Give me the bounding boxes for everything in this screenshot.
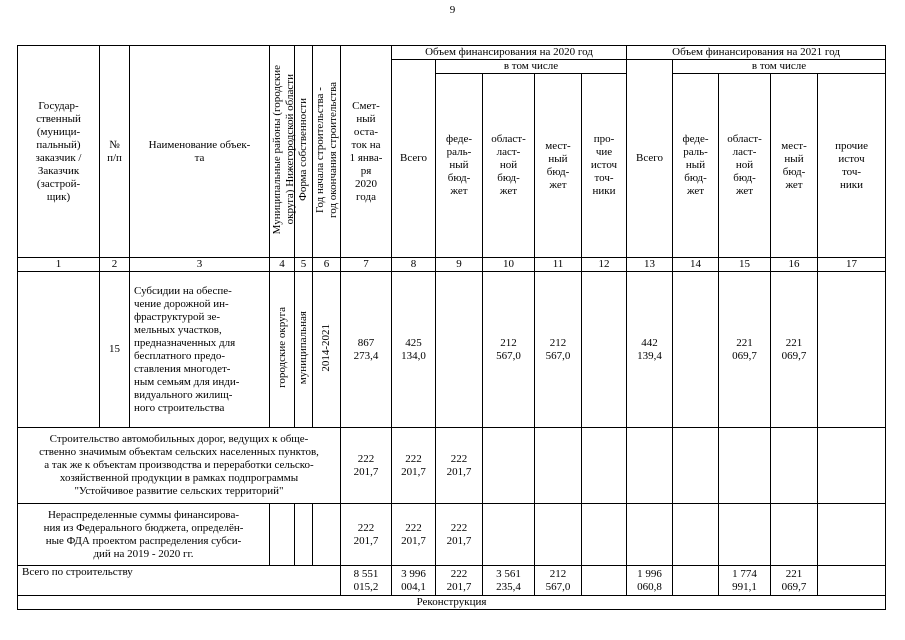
district-cell [270, 272, 295, 428]
total-label: Всего по строительству [18, 566, 341, 596]
column-number: 16 [771, 258, 818, 272]
column-number: 5 [295, 258, 313, 272]
header-financing-2020: Объем финансирования на 2020 год [392, 46, 627, 60]
empty-cell [582, 504, 627, 566]
column-number: 13 [627, 258, 673, 272]
cell-regional-2021: 1 774 991,1 [719, 566, 771, 596]
cell-total-2020: 425 134,0 [392, 272, 436, 428]
table-row [18, 428, 886, 504]
column-number: 2 [100, 258, 130, 272]
cell-regional-2020: 212 567,0 [483, 272, 535, 428]
header-financing-2021: Объем финансирования на 2021 год [627, 46, 886, 60]
table-row [18, 504, 886, 566]
cell-regional-2020: 3 561 235,4 [483, 566, 535, 596]
column-number: 15 [719, 258, 771, 272]
header-federal-2021: феде- раль- ный бюд- жет [673, 74, 719, 258]
empty-cell [627, 504, 673, 566]
column-number-row [18, 258, 886, 272]
cell-other-2020 [582, 566, 627, 596]
table-row [18, 272, 886, 428]
empty-cell [673, 428, 719, 504]
empty-cell [270, 504, 295, 566]
cell-other-2021 [818, 272, 886, 428]
ownership: муниципальная [297, 310, 309, 385]
cell-federal-2020: 222 201,7 [436, 566, 483, 596]
header-total-2021: Всего [627, 60, 673, 258]
empty-cell [673, 504, 719, 566]
column-number: 7 [341, 258, 392, 272]
empty-cell [535, 428, 582, 504]
cell-local-2021: 221 069,7 [771, 272, 818, 428]
cell-federal-2020: 222 201,7 [436, 428, 483, 504]
cell-federal-2020: 222 201,7 [436, 504, 483, 566]
header-including-2020: в том числе [436, 60, 627, 74]
empty-cell [771, 428, 818, 504]
cell-local-2020: 212 567,0 [535, 272, 582, 428]
column-number: 3 [130, 258, 270, 272]
section-reconstruction: Реконструкция [18, 596, 886, 610]
cell-total-2020: 222 201,7 [392, 504, 436, 566]
total-row [18, 566, 886, 596]
column-number: 9 [436, 258, 483, 272]
empty-cell [719, 504, 771, 566]
empty-cell [719, 428, 771, 504]
column-number: 4 [270, 258, 295, 272]
object-name: Субсидии на обеспе- чение дорожной ин- фраструктурой зе- мельных участков, предназначенных для бесплатного предо- ставления многодет- ным семьям для инди- видуального жилищ- ного строительства [130, 272, 270, 428]
cell-total-2020: 3 996 004,1 [392, 566, 436, 596]
cell-federal-2020 [436, 272, 483, 428]
header-district: Муниципальные районы (городские округа) Нижегородской области [271, 64, 296, 235]
header-total-2020: Всего [392, 60, 436, 258]
empty-cell [582, 428, 627, 504]
column-number: 1 [18, 258, 100, 272]
empty-cell [483, 428, 535, 504]
cell-local-2020: 212 567,0 [535, 566, 582, 596]
cell-regional-2021: 221 069,7 [719, 272, 771, 428]
cell-federal-2021 [673, 272, 719, 428]
cell-estimated-balance: 222 201,7 [341, 504, 392, 566]
undistributed-funds-title: Нераспределенные суммы финансирова- ния из Федерального бюджета, определён- ные ФДА проектом распределения субси- дий на 2019 - 2020 гг. [18, 504, 270, 566]
cell-total-2021: 1 996 060,8 [627, 566, 673, 596]
ownership-cell [295, 272, 313, 428]
column-number: 12 [582, 258, 627, 272]
empty-cell [771, 504, 818, 566]
column-number: 17 [818, 258, 886, 272]
empty-cell [295, 504, 313, 566]
empty-cell [627, 428, 673, 504]
cell-estimated-balance: 8 551 015,2 [341, 566, 392, 596]
district: городские округа [275, 307, 288, 388]
page-number: 9 [449, 4, 456, 16]
header-regional-2021: област- ласт- ной бюд- жет [719, 74, 771, 258]
header-ownership-cell [295, 46, 313, 258]
header-ownership: Форма собственности [297, 98, 309, 201]
column-number: 14 [673, 258, 719, 272]
empty-cell [818, 504, 886, 566]
header-estimated-balance: Смет- ный оста- ток на 1 янва- ря 2020 года [341, 46, 392, 258]
roads-section-title: Строительство автомобильных дорог, ведущих к обще- ственно значимым объектам сельских населенных пунктов, а так же к объектам производства и переработки сельско- хозяйственной продукции в рамках подпрограммы "Устойчивое развитие сельских территорий" [18, 428, 341, 504]
header-number: № п/п [100, 46, 130, 258]
header-years-cell [313, 46, 341, 258]
cell-local-2021: 221 069,7 [771, 566, 818, 596]
construction-years: 2014-2021 [320, 323, 332, 372]
empty-cell [18, 272, 100, 428]
header-federal-2020: феде- раль- ный бюд- жет [436, 74, 483, 258]
header-local-2021: мест- ный бюд- жет [771, 74, 818, 258]
cell-total-2021: 442 139,4 [627, 272, 673, 428]
empty-cell [483, 504, 535, 566]
empty-cell [535, 504, 582, 566]
header-other-2021: прочие источ точ- ники [818, 74, 886, 258]
header-including-2021: в том числе [673, 60, 886, 74]
header-district-cell [270, 46, 295, 258]
cell-federal-2021 [673, 566, 719, 596]
empty-cell [818, 428, 886, 504]
cell-estimated-balance: 867 273,4 [341, 272, 392, 428]
column-number: 11 [535, 258, 582, 272]
cell-estimated-balance: 222 201,7 [341, 428, 392, 504]
header-regional-2020: област- ласт- ной бюд- жет [483, 74, 535, 258]
row-number: 15 [100, 272, 130, 428]
cell-other-2021 [818, 566, 886, 596]
empty-cell [313, 504, 341, 566]
header-object-name: Наименование объек- та [130, 46, 270, 258]
years-cell [313, 272, 341, 428]
cell-other-2020 [582, 272, 627, 428]
column-number: 6 [313, 258, 341, 272]
header-other-2020: про- чие источ точ- ники [582, 74, 627, 258]
header-years: Год начала строительства - год окончания строительства [314, 81, 339, 218]
column-number: 8 [392, 258, 436, 272]
column-number: 10 [483, 258, 535, 272]
header-local-2020: мест- ный бюд- жет [535, 74, 582, 258]
header-customer: Государ- ственный (муници- пальный) заказчик / Заказчик (застрой- щик) [18, 46, 100, 258]
financing-table [17, 45, 886, 610]
cell-total-2020: 222 201,7 [392, 428, 436, 504]
